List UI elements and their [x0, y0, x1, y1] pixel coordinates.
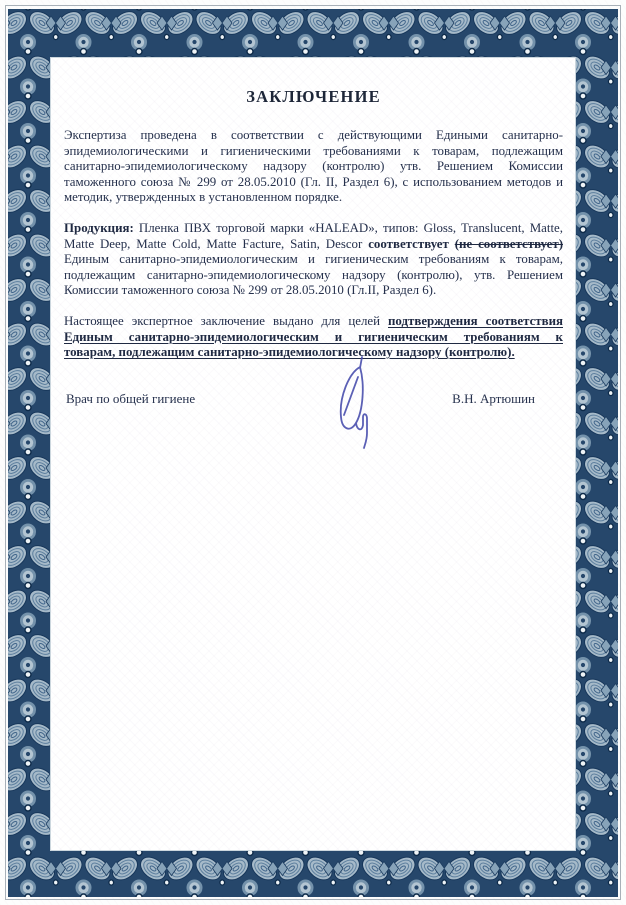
text-segment: таможенного союза № 299 от 28.05.2010 (Гл. II, Раздел 6), с использованием методов и	[64, 174, 563, 189]
signer-name: В.Н. Артюшин	[452, 390, 535, 406]
document-body	[64, 128, 563, 361]
document-title: ЗАКЛЮЧЕНИЕ	[246, 87, 381, 106]
text-segment: Единым санитарно-эпидемиологическим и гигиеническим требованиям к	[64, 329, 563, 344]
text-line	[64, 345, 563, 361]
text-line	[64, 221, 563, 237]
document-panel	[50, 57, 576, 851]
document-content	[51, 58, 575, 407]
text-line	[64, 159, 563, 175]
text-segment: Комиссии таможенного союза № 299 от 28.05.2010 (Гл.II, Раздел 6).	[64, 283, 437, 298]
text-line	[64, 175, 563, 191]
text-segment: подлежащим санитарно-эпидемиологическому надзору (контролю), утв. Решением	[64, 267, 563, 282]
paragraph	[64, 128, 563, 206]
text-segment: (не соответствует)	[454, 236, 563, 251]
text-segment: соответствует	[368, 236, 455, 251]
text-segment: товарам, подлежащим санитарно-эпидемиологическому надзору (контролю).	[64, 345, 515, 360]
text-segment: Продукция:	[64, 220, 134, 235]
text-line	[64, 268, 563, 284]
text-segment: Matte Deep, Matte Cold, Matte Facture, Satin, Descor	[64, 236, 369, 251]
paragraph	[64, 314, 563, 361]
text-segment: подтверждения соответствия	[388, 313, 563, 328]
text-line	[64, 330, 563, 346]
text-line	[64, 283, 563, 299]
text-line	[64, 144, 563, 160]
text-segment: эпидемиологическими и гигиеническими требованиями к товарам, подлежащим	[64, 143, 563, 158]
text-line	[64, 128, 563, 144]
text-segment: методик, утвержденных в установленном порядке.	[64, 190, 343, 205]
signer-role: Врач по общей гигиене	[66, 390, 196, 406]
text-segment: Экспертиза проведена в соответствии с действующими Едиными санитарно-	[64, 128, 563, 142]
text-line	[64, 252, 563, 268]
text-segment: Пленка ПВХ торговой марки «HALEAD», типов: Gloss, Translucent, Matte,	[133, 220, 563, 235]
text-segment: санитарно-эпидемиологическому надзору (контролю) утв. Решением Комиссии	[64, 159, 563, 174]
text-segment: Настоящее экспертное заключение выдано для целей	[64, 313, 388, 328]
text-line	[64, 314, 563, 330]
text-line	[64, 190, 563, 206]
signature-ink	[329, 355, 379, 455]
signature-row	[64, 391, 563, 407]
text-line	[64, 237, 563, 253]
paragraph	[64, 221, 563, 299]
text-segment: Единым санитарно-эпидемиологическим и гигиеническим требованиям к товарам,	[64, 252, 563, 267]
